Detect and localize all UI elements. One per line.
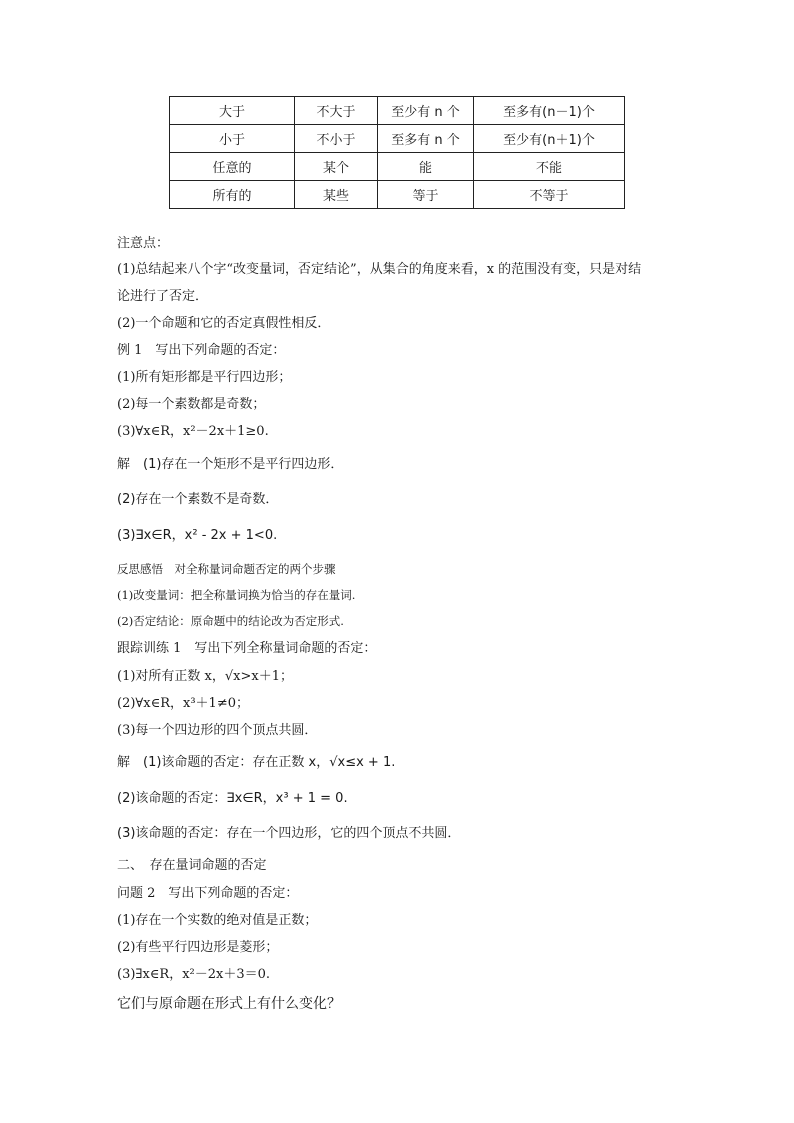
table-cell: 不等于 [474, 181, 625, 209]
table-cell: 至多有 n 个 [378, 125, 474, 153]
text-line: (2)一个命题和它的否定真假性相反． [117, 316, 331, 331]
table-row [170, 153, 625, 181]
text-line: 注意点： [117, 236, 170, 251]
table-cell: 所有的 [170, 181, 295, 209]
quantifier-negation-table [169, 96, 625, 209]
table-cell: 不能 [474, 153, 625, 181]
text-line: (1)存在一个实数的绝对值是正数； [117, 913, 318, 928]
table-row [170, 97, 625, 125]
text-line: (2)有些平行四边形是菱形； [117, 940, 279, 955]
text-line: (2)该命题的否定：∃x∈R，x³ + 1 = 0. [117, 791, 348, 806]
text-line: (2)每一个素数都是奇数； [117, 397, 266, 412]
text-line: 解 (1)存在一个矩形不是平行四边形． [117, 457, 344, 472]
table-cell: 小于 [170, 125, 295, 153]
table-row [170, 181, 625, 209]
text-line: (2)否定结论：原命题中的结论改为否定形式. [117, 614, 344, 628]
table-cell: 某些 [295, 181, 378, 209]
table-cell: 不小于 [295, 125, 378, 153]
table-cell: 至少有(n＋1)个 [474, 125, 625, 153]
table-cell: 不大于 [295, 97, 378, 125]
table-cell: 某个 [295, 153, 378, 181]
table-cell: 至少有 n 个 [378, 97, 474, 125]
text-line: (3)∃x∈R，x²－2x＋3＝0. [117, 967, 271, 982]
text-line: (1)对所有正数 x，√x>x＋1； [117, 669, 293, 684]
text-line: (1)改变量词：把全称量词换为恰当的存在量词. [117, 588, 356, 602]
text-line: 它们与原命题在形式上有什么变化？ [117, 996, 341, 1012]
text-line: (1)所有矩形都是平行四边形； [117, 370, 292, 385]
text-line: (3)∃x∈R，x² - 2x + 1<0. [117, 528, 278, 543]
text-line: 二、 存在量词命题的否定 [117, 858, 267, 873]
table-cell: 任意的 [170, 153, 295, 181]
text-line: 解 (1)该命题的否定：存在正数 x，√x≤x + 1. [117, 755, 396, 770]
table-cell: 等于 [378, 181, 474, 209]
text-line: 问题 2 写出下列命题的否定： [117, 886, 299, 901]
table-cell: 能 [378, 153, 474, 181]
table-row [170, 125, 625, 153]
text-line: (1)总结起来八个字“改变量词，否定结论”，从集合的角度来看，x 的范围没有变，只是对结 [117, 262, 642, 277]
text-line: 反思感悟 对全称量词命题否定的两个步骤 [117, 562, 336, 576]
text-line: (2)∀x∈R，x³＋1≠0； [117, 696, 249, 711]
text-line: 论进行了否定． [117, 289, 209, 304]
text-line: (3)该命题的否定：存在一个四边形，它的四个顶点不共圆． [117, 826, 461, 841]
text-line: (2)存在一个素数不是奇数． [117, 492, 279, 507]
text-line: 例 1 写出下列命题的否定： [117, 343, 286, 358]
table-cell: 大于 [170, 97, 295, 125]
text-line: 跟踪训练 1 写出下列全称量词命题的否定： [117, 641, 377, 656]
text-line: (3)每一个四边形的四个顶点共圆． [117, 723, 318, 738]
table-cell: 至多有(n－1)个 [474, 97, 625, 125]
text-line: (3)∀x∈R，x²－2x＋1≥0. [117, 424, 269, 439]
